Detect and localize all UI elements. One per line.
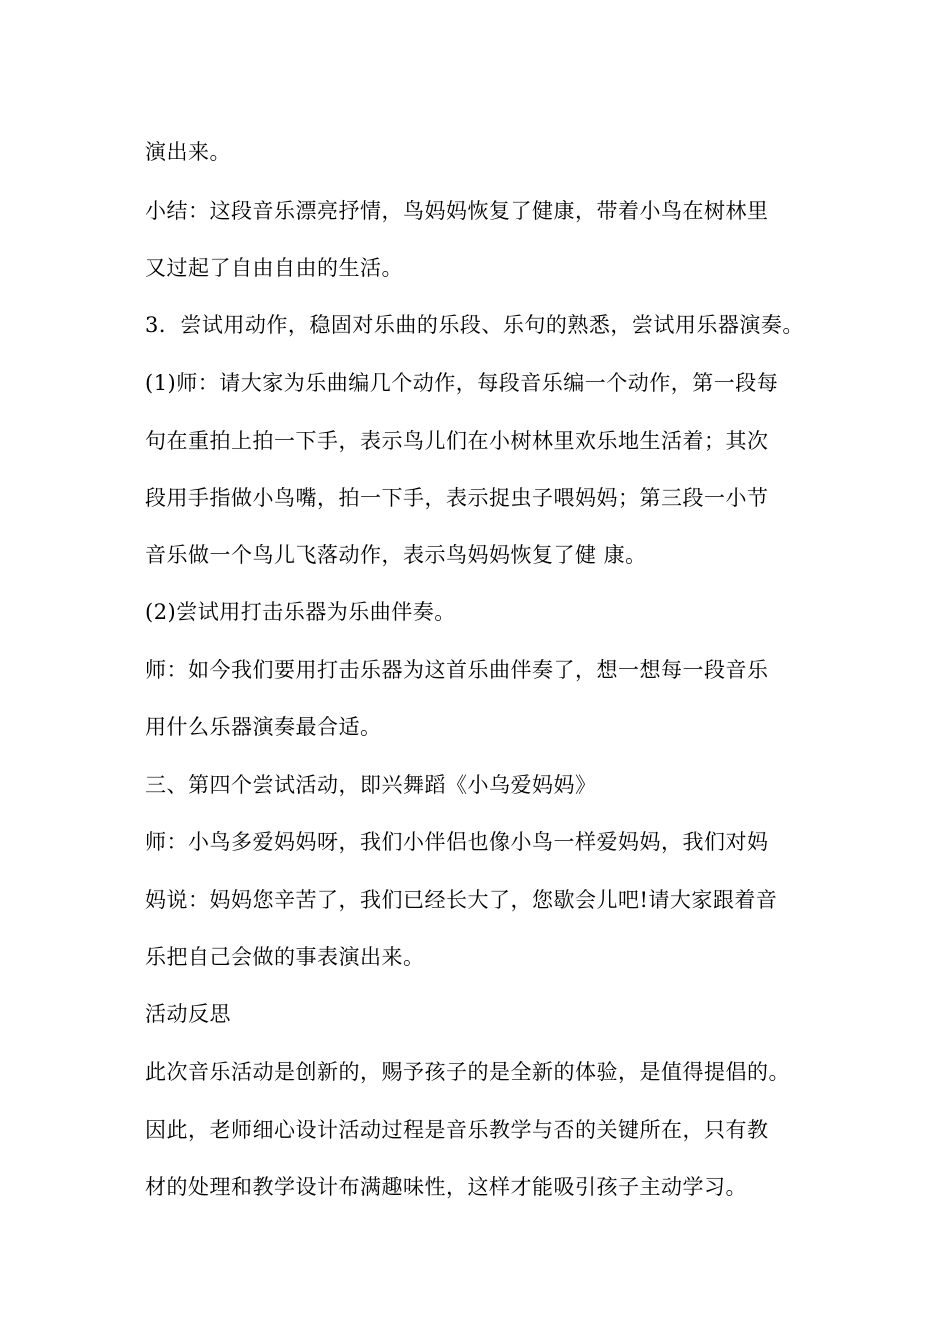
text-line: 又过起了自由自由的生活。 — [145, 256, 403, 280]
text-line: 3．尝试用动作，稳固对乐曲的乐段、乐句的熟悉，尝试用乐器演奏。 — [145, 313, 804, 337]
text-line: 小结：这段音乐漂亮抒情，鸟妈妈恢复了健康，带着小鸟在树林里 — [145, 199, 769, 223]
text-line: 师：如今我们要用打击乐器为这首乐曲伴奏了，想一想每一段音乐 — [145, 658, 769, 682]
text-line: 句在重拍上拍一下手，表示鸟儿们在小树林里欢乐地生活着；其次 — [145, 429, 769, 453]
text-line: 师：小鸟多爱妈妈呀，我们小伴侣也像小鸟一样爱妈妈，我们对妈 — [145, 830, 769, 854]
text-line: 段用手指做小鸟嘴，拍一下手，表示捉虫子喂妈妈；第三段一小节 — [145, 486, 769, 510]
text-line: 妈说：妈妈您辛苦了，我们已经长大了，您歇会儿吧!请大家跟着音 — [145, 888, 778, 912]
text-line: (1)师：请大家为乐曲编几个动作，每段音乐编一个动作，第一段每 — [145, 371, 779, 395]
text-line: 材的处理和教学设计布满趣味性，这样才能吸引孩子主动学习。 — [145, 1175, 747, 1199]
text-line: 音乐做一个鸟儿飞落动作，表示鸟妈妈恢复了健 康。 — [145, 543, 647, 567]
text-line: 因此，老师细心设计活动过程是音乐教学与否的关键所在，只有教 — [145, 1118, 769, 1142]
text-line: (2)尝试用打击乐器为乐曲伴奏。 — [145, 600, 456, 624]
text-line: 此次音乐活动是创新的，赐予孩子的是全新的体验，是值得提倡的。 — [145, 1060, 790, 1084]
section-heading: 三、第四个尝试活动，即兴舞蹈《小乌爱妈妈》 — [145, 773, 597, 797]
text-line: 演出来。 — [145, 140, 231, 164]
section-heading: 活动反思 — [145, 1002, 231, 1026]
text-line: 乐把自己会做的事表演出来。 — [145, 945, 425, 969]
text-line: 用什么乐器演奏最合适。 — [145, 715, 382, 739]
